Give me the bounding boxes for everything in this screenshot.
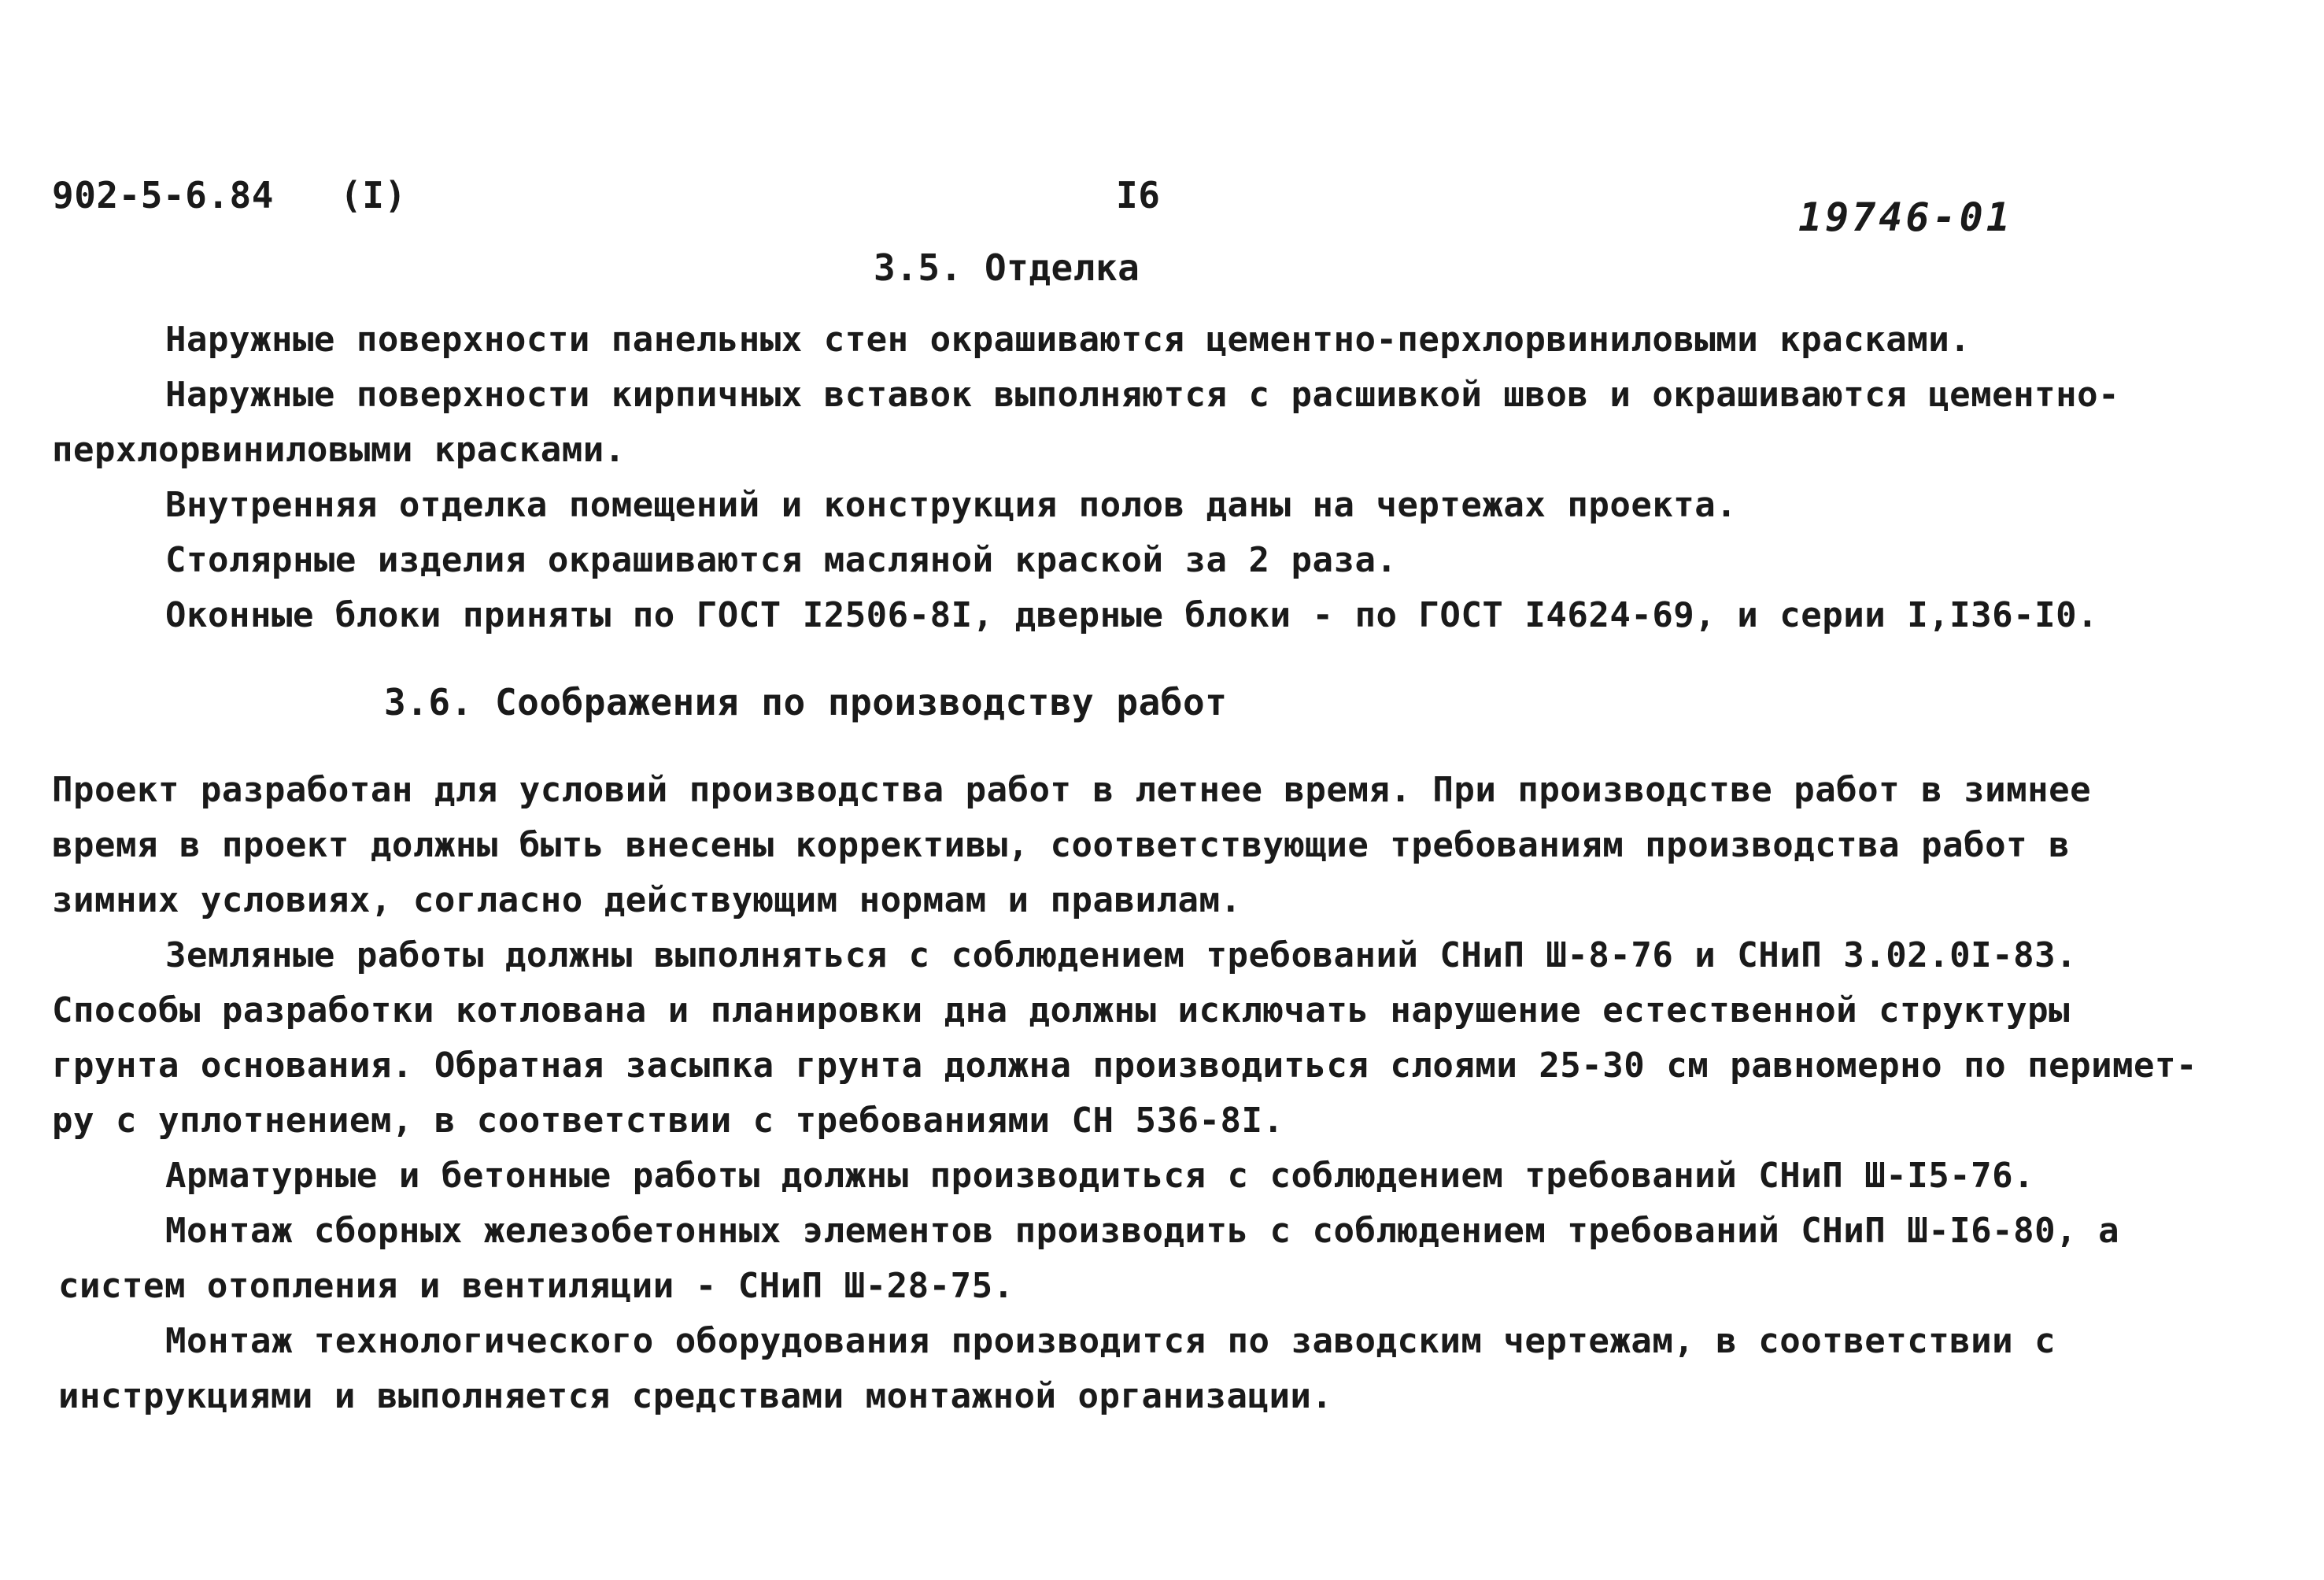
doc-code: 902-5-6.84 [52,174,274,216]
section-heading-construction-works: 3.6. Соображения по производству работ [384,681,1228,723]
paragraph-line: ру с уплотнением, в соответствии с требованиями СН 536-8I. [52,1101,1284,1141]
paragraph-line: Столярные изделия окрашиваются масляной краской за 2 раза. [165,540,1398,580]
page-number: I6 [1116,174,1161,216]
paragraph-line: Земляные работы должны выполняться с соблюдением требований СНиП Ш-8-76 и СНиП 3.02.0I-83. [165,935,2078,975]
paragraph-line: Проект разработан для условий производства работ в летнее время. При производстве работ в зимнее [52,770,2092,810]
paragraph-line: перхлорвиниловыми красками. [52,430,626,470]
paragraph-line: время в проект должны быть внесены коррективы, соответствующие требованиям производства работ в [52,825,2071,865]
paragraph-line: Внутренняя отделка помещений и конструкция полов даны на чертежах проекта. [165,485,1738,525]
paragraph-line: Способы разработки котлована и планировки дна должны исключать нарушение естественной структуры [52,990,2071,1031]
doc-part: (I) [340,174,407,216]
paragraph-line: Оконные блоки приняты по ГОСТ I2506-8I, дверные блоки - по ГОСТ I4624-69, и серии I,I36-I0. [165,595,2099,635]
paragraph-line: зимних условиях, согласно действующим нормам и правилам. [52,880,1242,920]
paragraph-line: систем отопления и вентиляции - СНиП Ш-28-75. [58,1266,1014,1306]
paragraph-line: грунта основания. Обратная засыпка грунта должна производиться слоями 25-30 см равномерно по перимет- [52,1045,2198,1086]
paragraph-line: Монтаж технологического оборудования производится по заводским чертежам, в соответствии с [165,1321,2056,1361]
paragraph-line: Арматурные и бетонные работы должны производиться с соблюдением требований СНиП Ш-I5-76. [165,1156,2035,1196]
paragraph-line: инструкциями и выполняется средствами монтажной организации. [58,1376,1333,1416]
archive-number-stamp: 19746-01 [1798,194,2013,240]
paragraph-line: Наружные поверхности панельных стен окрашиваются цементно-перхлорвиниловыми красками. [165,320,1971,360]
paragraph-line: Монтаж сборных железобетонных элементов производить с соблюдением требований СНиП Ш-I6-80, а [165,1211,2120,1251]
section-heading-finishing: 3.5. Отделка [874,246,1140,289]
paragraph-line: Наружные поверхности кирпичных вставок выполняются с расшивкой швов и окрашиваются цементно- [165,375,2120,415]
